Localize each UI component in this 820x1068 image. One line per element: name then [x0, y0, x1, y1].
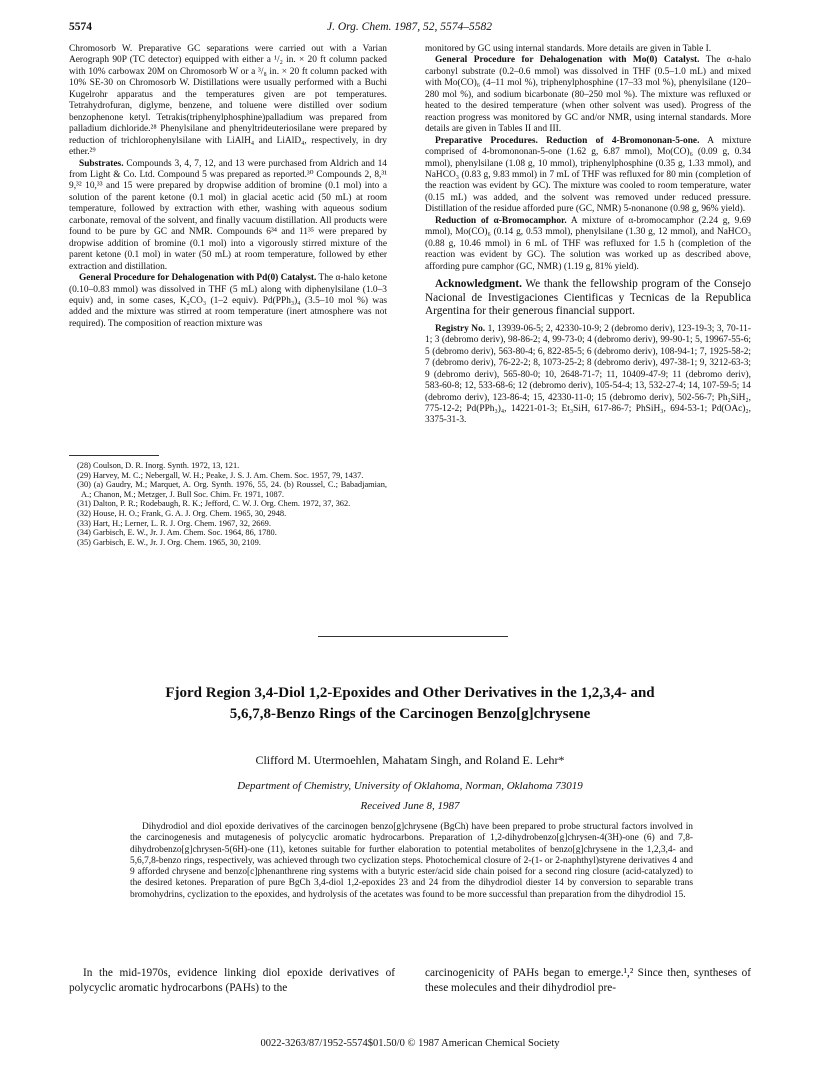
section-heading: General Procedure for Dehalogenation with Mo(0) Catalyst. — [435, 55, 700, 66]
copyright-footer: 0022-3263/87/1952-5574$01.50/0 © 1987 American Chemical Society — [260, 1038, 560, 1049]
paragraph-text: A mixture of α-bromocamphor (2.24 g, 9.69 mmol), Mo(CO)₆ (0.14 g, 0.53 mmol), phenylsilane (1.30 g, 12 mmol), and NaHCO₃ (0.88 g, 10.46 mmol) in 6 mL of THF was refluxed for 1.5 h (completion of the reaction was evident by GC). The solution was worked up as described above, affording pure camphor (GC, NMR) (1.19 g, 81% yield). — [425, 215, 751, 272]
article-title — [100, 683, 720, 725]
substrates-paragraph — [69, 159, 387, 274]
registry-paragraph — [425, 324, 751, 427]
intro-left: In the mid-1970s, evidence linking diol epoxide derivatives of polycyclic aromatic hydrocarbons (PAHs) to the — [69, 967, 395, 994]
paragraph-text: We thank the fellowship program of the Consejo Nacional de Investigaciones Cientificas y Tecnicas de la Republica Argentina for their generous financial support. — [425, 278, 751, 318]
left-column — [69, 44, 387, 330]
title-line: Fjord Region 3,4-Diol 1,2-Epoxides and Other Derivatives in the 1,2,3,4- and — [165, 685, 655, 701]
section-heading: Preparative Procedures. Reduction of 4-Bromononan-5-one. — [435, 135, 700, 146]
affiliation: Department of Chemistry, University of Oklahoma, Norman, Oklahoma 73019 — [237, 780, 583, 792]
article-divider — [318, 636, 508, 637]
right-column — [425, 44, 751, 427]
reference-item: (28) Coulson, D. R. Inorg. Synth. 1972, 13, 121. — [77, 461, 240, 470]
reference-item: (31) Dalton, P. R.; Rodebaugh, R. K.; Jefford, C. W. J. Org. Chem. 1972, 37, 362. — [77, 499, 351, 509]
section-heading: Acknowledgment. — [435, 278, 522, 291]
page-number: 5574 — [69, 21, 92, 33]
paragraph-text: 1, 13939-06-5; 2, 42330-10-9; 2 (debromo deriv), 123-19-3; 3, 70-11-1; 3 (debromo deriv), 98-86-2; 4, 99-73-0; 4 (debromo deriv), 99-90-1; 5, 19967-55-6; 5 (debromo deriv), 563-80-4; 6, 822-85-5; 6 (debromo deriv), 108-94-1; 7, 1925-58-2; 7 (debromo deriv), 76-22-2; 8, 1073-25-2; 8 (debromo deriv), 497-38-1; 9, 3212-63-3; 9 (debromo deriv), 565-80-0; 10, 2648-71-7; 11, 10409-47-9; 11 (debromo deriv), 583-60-8; 12, 533-68-6; 12 (debromo deriv), 105-54-4; 13, 532-27-4; 14, 107-59-5; 14 (debromo deriv), 123-86-4; 15, 42330-11-0; 15 (debromo deriv), 502-56-7; Ph₂SiH₂, 775-12-2; Pd(PPh₃)₄, 14221-01-3; Et₃SiH, 617-86-7; PhSiH₃, 694-53-1; Pd(OAc)₂, 3375-31-3. — [425, 323, 751, 426]
reference-item: (32) House, H. O.; Frank, G. A. J. Org. Chem. 1965, 30, 2948. — [77, 508, 287, 518]
paragraph-text: A mixture comprised of 4-bromononan-5-one (1.62 g, 6.87 mmol), Mo(CO)₆ (0.09 g, 0.34 mmol), phenylsilane (1.08 g, 10 mmol), triphenylphosphine (0.35 g, 1.33 mmol), and NaHCO₃ (0.83 g, 9.83 mmol) in 7 mL of THF was refluxed for 80 min (completion of the reaction was evident by GC). The mixture was cooled to room temperature, water (0.15 mL) was added, and the solvent was removed under reduced pressure. Distillation of the residue afforded pure (GC, NMR) 5-nonanone (0.98 g, 96% yield). — [425, 135, 751, 215]
experimental-paragraph: Chromosorb W. Preparative GC separations were carried out with a Varian Aerograph 90P (TC detector) equipped with either a ¹/₂ in. × 20 ft column packed with 10% carbowax 20M on Chromosorb W or a ³/₈ in. × 20 ft column packed with 10% SE-30 on Chromosorb W. Distillations were usually performed with a Buchi Kugelrohr apparatus and the temperatures given are pot temperatures. Tetrahydrofuran, diglyme, benzene, and toluene were distilled over sodium benzophenone ketyl. Tetrakis(triphenylphosphine)palladium was prepared from palladium dichloride.²⁸ Phenylsilane and phenyltrideuteriosilane were prepared by reduction of trichlorophenylsilane with LiAlH₄ and LiAlD₄, respectively, in dry ether.²⁹ — [69, 44, 387, 158]
reference-item: (29) Harvey, M. C.; Nebergall, W. H.; Peake, J. S. J. Am. Chem. Soc. 1957, 79, 1437. — [77, 470, 364, 480]
journal-citation: J. Org. Chem. 1987, 52, 5574–5582 — [326, 21, 493, 33]
reference-item: (33) Hart, H.; Lerner, L. R. J. Org. Chem. 1967, 32, 2669. — [77, 518, 271, 528]
section-heading: Registry No. — [435, 323, 486, 334]
section-heading: Reduction of α-Bromocamphor. — [435, 215, 567, 226]
acknowledgment-paragraph — [425, 278, 751, 319]
camphor-paragraph — [425, 216, 751, 273]
title-line: 5,6,7,8-Benzo Rings of the Carcinogen Benzo[g]chrysene — [229, 706, 591, 722]
received-date: Received June 8, 1987 — [360, 800, 460, 812]
paragraph-text: The α-halo ketone (0.10–0.83 mmol) was dissolved in THF (5 mL) along with diphenylsilane (1.0–3 equiv) and, in some cases, K₂CO₃ (1–2 equiv). Pd(PPh₃)₄ (3.5–10 mol %) was added and the mixture was stirred at room temperature (inert atmosphere was not required). The composition of reaction mixture was — [69, 273, 387, 329]
running-header — [69, 21, 750, 37]
reference-item: (34) Garbisch, E. W., Jr. J. Am. Chem. Soc. 1964, 86, 1780. — [77, 528, 277, 538]
section-heading: General Procedure for Dehalogenation with Pd(0) Catalyst. — [79, 273, 317, 284]
pd-procedure-paragraph — [69, 273, 387, 330]
paragraph-text: Compounds 3, 4, 7, 12, and 13 were purchased from Aldrich and 14 from Light & Co. Ltd. Compound 5 was prepared as reported.³⁰ Compounds 2, 8,³¹ 9,³² 10,³³ and 15 were prepared by dropwise addition of bromine (0.1 mol) into a solution of the parent ketone (0.1 mol) in glacial acetic acid (50 mL) at room temperature, followed by extraction with ether, washing with aqueous sodium carbonate, removal of the solvent, and finally vacuum distillation. All products were found to be pure by GC and NMR. Compounds 6³⁴ and 11³⁵ were prepared by dropwise addition of bromine (0.1 mol) into a vigorously stirred mixture of the parent ketone (0.1 mol) in water (50 mL) at room temperature, followed by ether extraction and distillation. — [69, 158, 387, 272]
reference-item: (30) (a) Gaudry, M.; Marquet, A. Org. Synth. 1976, 55, 24. (b) Roussel, C.; Babadjamian, A.; Chanon, M.; Metzger, J. Bull Soc. Chim. Fr. 1971, 1087. — [77, 480, 387, 499]
author-list: Clifford M. Utermoehlen, Mahatam Singh, and Roland E. Lehr* — [255, 753, 565, 767]
abstract: Dihydrodiol and diol epoxide derivatives of the carcinogen benzo[g]chrysene (BgCh) have been prepared to probe structural factors involved in the carcinogenesis and mutagenesis of polycyclic aromatic hydrocarbons. Preparation of 1,2-dihydrobenzo[g]chrysen-4(3H)-one (6) and 7,8-dihydrobenzo[g]chrysen-5(6H)-one (11), ketones suitable for further elaboration to potential metabolites of benzo[g]chrysene in the 1,2,3,4- and 5,6,7,8-benzo rings, respectively, was achieved through two cyclization steps. Photochemical closure of 2-(1- or 2-naphthyl)styrene derivatives 4 and 9 afforded chrysene and benzo[c]phenanthrene ring systems with a butyric ester/acid side chain poised for a second ring closure (acid-catalyzed) to the desired ketones. Preparation of pure BgCh 3,4-diol 1,2-epoxides 23 and 24 from the dihydrodiol diester 14 by conversion to separable trans bromohydrins, cyclization to the epoxides, and hydrolysis of the acetates was found to be more successful than preparation from the dihydrodiol 15. — [130, 822, 693, 900]
reference-item: (35) Garbisch, E. W., Jr. J. Org. Chem. 1965, 30, 2109. — [77, 537, 261, 547]
footnote-divider — [69, 455, 159, 456]
paragraph-text: The α-halo carbonyl substrate (0.2–0.6 mmol) was dissolved in THF (0.5–1.0 mL) and mixed with Mo(CO)₆ (4–11 mol %), triphenylphosphine (17–33 mol %), phenylsilane (120–280 mol %), and sodium bicarbonate (80–250 mol %). The mixture was refluxed or heated to the desired temperature (when other solvent was used). Progress of the reaction progress was monitored by GC and/or NMR, using internal standards. More details are given in Tables II and III. — [425, 55, 751, 135]
section-heading: Substrates. — [79, 158, 124, 169]
continued-paragraph: monitored by GC using internal standards. More details are given in Table I. — [425, 44, 712, 54]
intro-right: carcinogenicity of PAHs began to emerge.¹,² Since then, syntheses of these molecules and their dihydrodiol pre- — [425, 967, 751, 994]
reference-list — [69, 461, 387, 547]
preparative-paragraph — [425, 136, 751, 216]
mo-procedure-paragraph — [425, 55, 751, 135]
